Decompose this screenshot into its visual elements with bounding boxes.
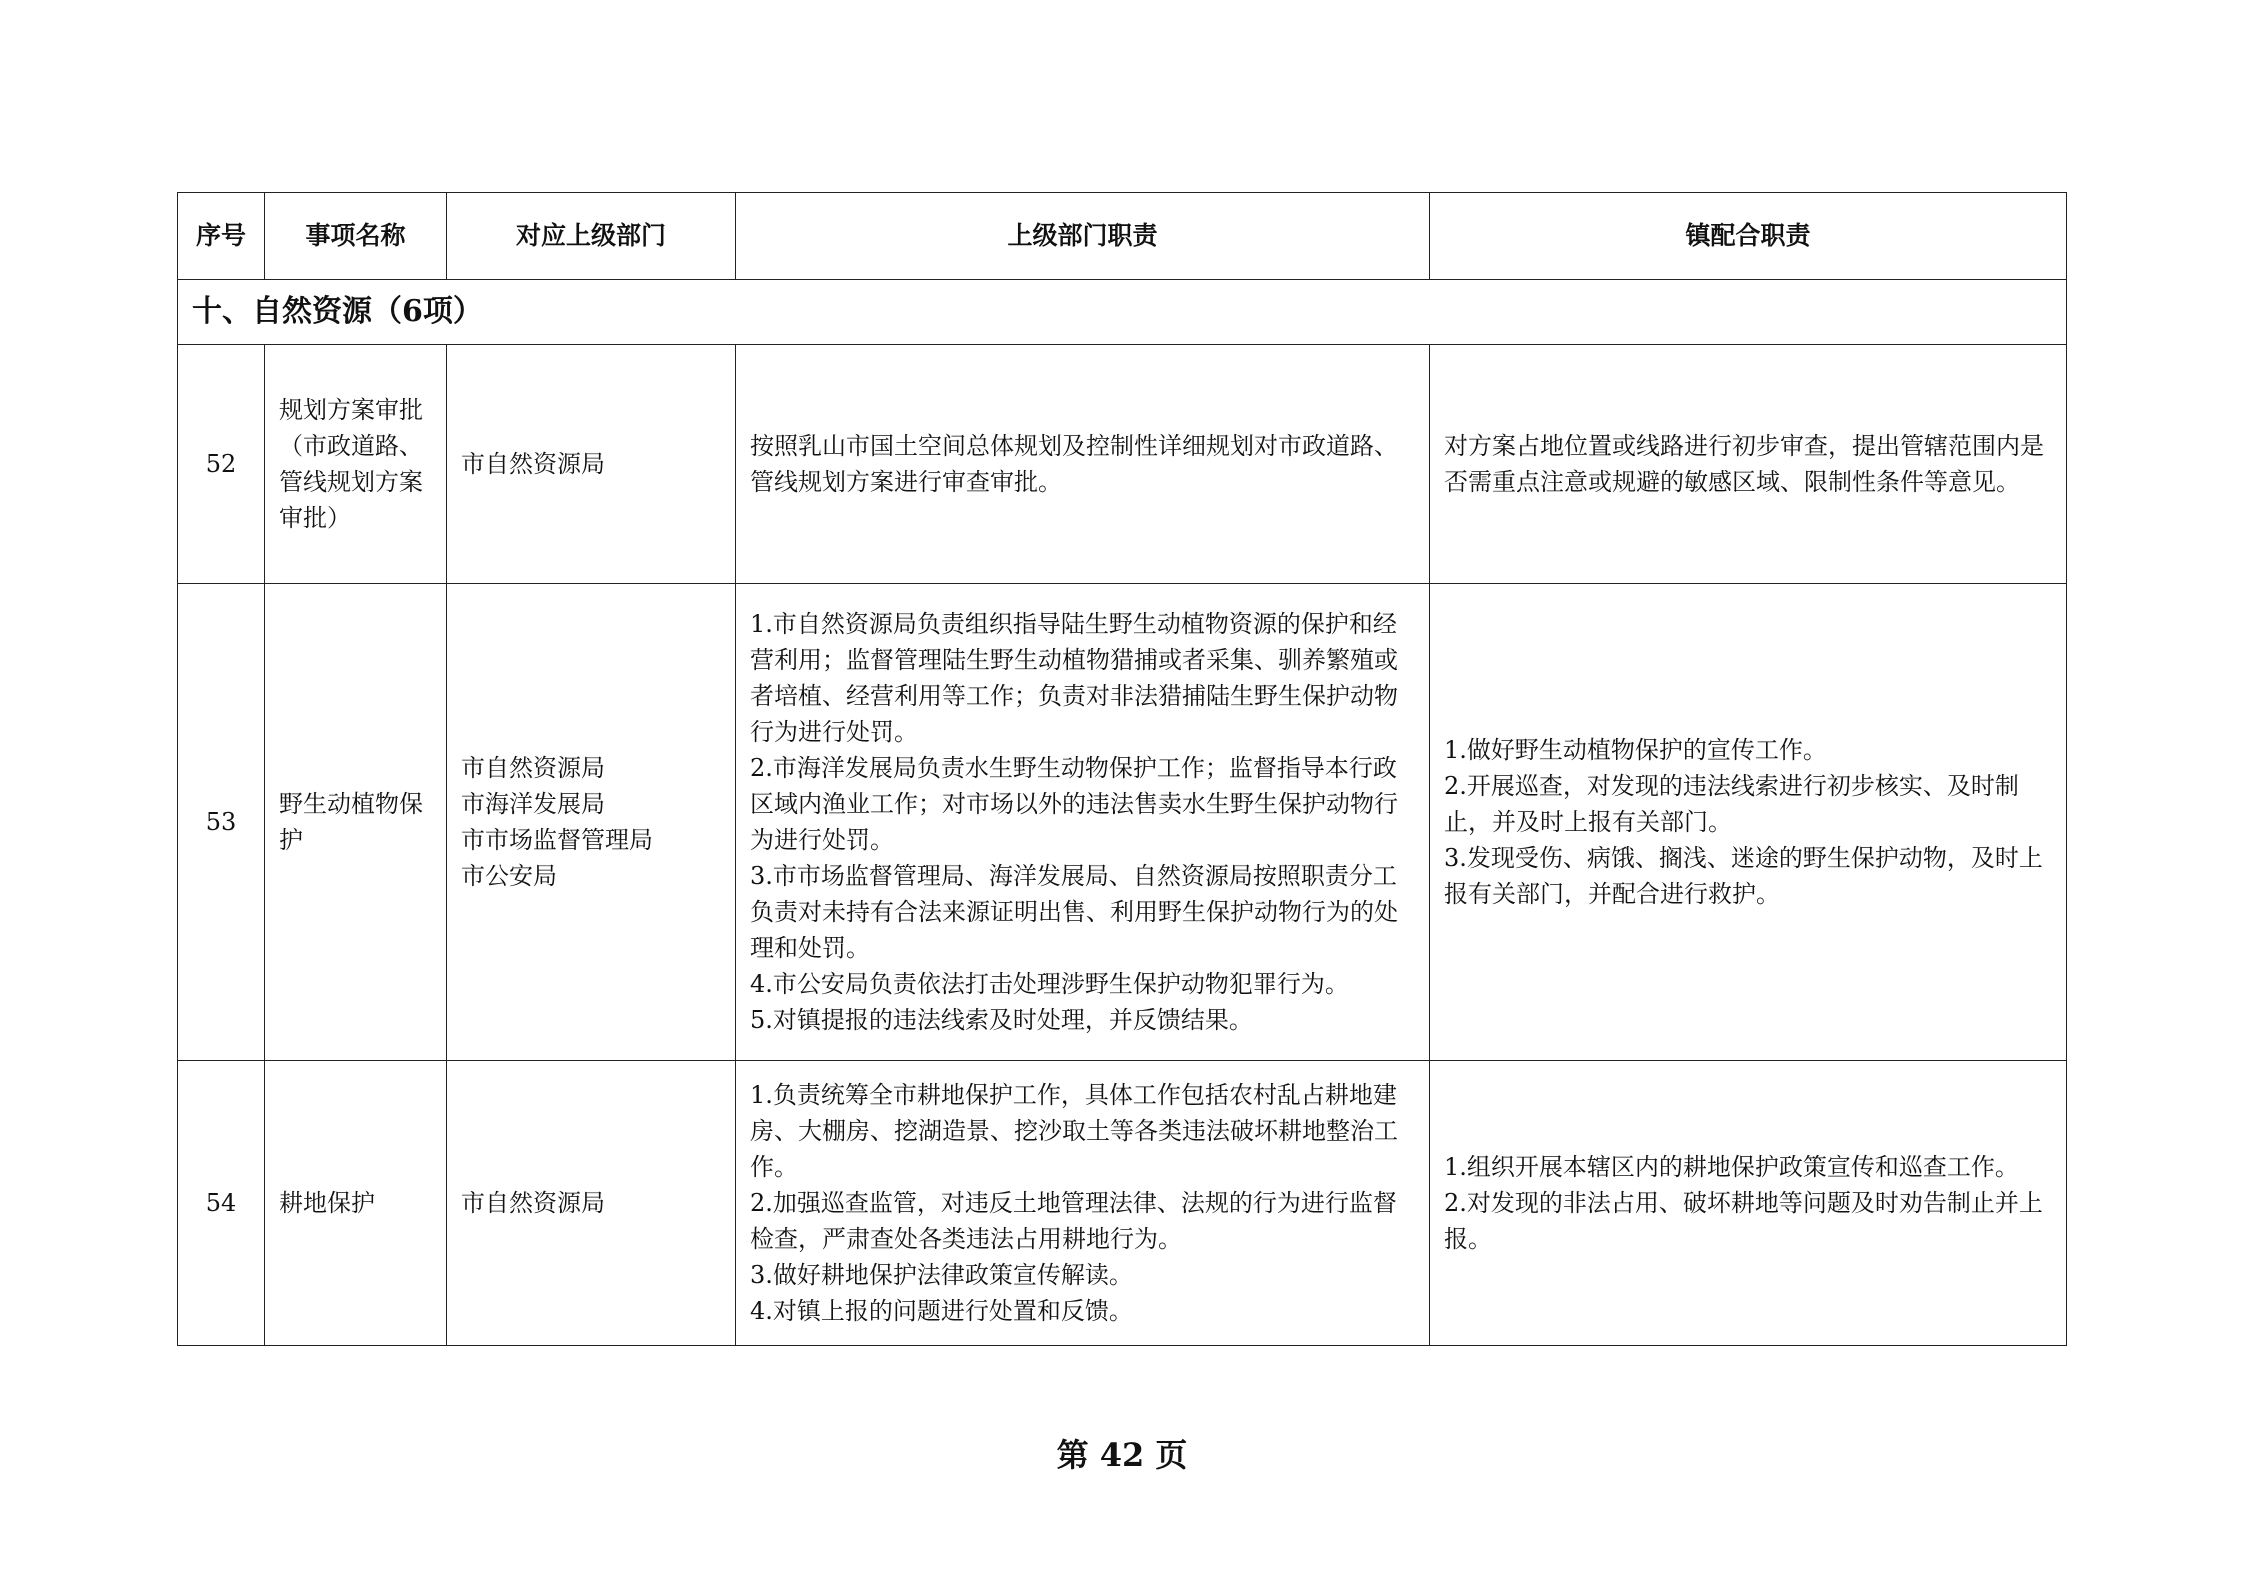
- row-town-duties: [1430, 584, 2067, 1061]
- duty-line: 1.负责统筹全市耕地保护工作，具体工作包括农村乱占耕地建房、大棚房、挖湖造景、挖沙取土等各类违法破坏耕地整治工作。: [750, 1081, 1398, 1181]
- department-line: 市自然资源局: [461, 754, 605, 782]
- town-duty-line: 2.开展巡查，对发现的违法线索进行初步核实、及时制止，并及时上报有关部门。: [1444, 772, 2019, 836]
- duty-line: 按照乳山市国土空间总体规划及控制性详细规划对市政道路、管线规划方案进行审查审批。: [750, 432, 1398, 496]
- town-duty-line: 2.对发现的非法占用、破坏耕地等问题及时劝告制止并上报。: [1444, 1189, 2043, 1253]
- row-duties: [736, 584, 1430, 1061]
- town-duty-line: 3.发现受伤、病饿、搁浅、迷途的野生保护动物，及时上报有关部门，并配合进行救护。: [1444, 844, 2043, 908]
- duty-line: 5.对镇提报的违法线索及时处理，并反馈结果。: [750, 1006, 1253, 1034]
- duty-line: 2.加强巡查监管，对违反土地管理法律、法规的行为进行监督检查，严肃查处各类违法占用耕地行为。: [750, 1189, 1397, 1253]
- department-line: 市自然资源局: [461, 1189, 605, 1217]
- row-no: 54: [178, 1061, 265, 1346]
- section-row: [178, 280, 2067, 345]
- duty-line: 4.对镇上报的问题进行处置和反馈。: [750, 1297, 1133, 1325]
- duty-line: 1.市自然资源局负责组织指导陆生野生动植物资源的保护和经营利用；监督管理陆生野生动植物猎捕或者采集、驯养繁殖或者培植、经营利用等工作；负责对非法猎捕陆生野生保护动物行为进行处罚。: [750, 610, 1398, 746]
- row-item-name: 耕地保护: [265, 1061, 447, 1346]
- town-duty-line: 1.组织开展本辖区内的耕地保护政策宣传和巡查工作。: [1444, 1153, 2019, 1181]
- table-row: [178, 584, 2067, 1061]
- row-duties: [736, 1061, 1430, 1346]
- responsibility-table: [177, 192, 2067, 1346]
- department-line: 市公安局: [461, 862, 557, 890]
- header-no: 序号: [178, 193, 265, 280]
- table-row: [178, 1061, 2067, 1346]
- table-row: [178, 345, 2067, 584]
- row-town-duties: [1430, 345, 2067, 584]
- row-departments: [447, 1061, 736, 1346]
- table-header-row: [178, 193, 2067, 280]
- row-item-name: 规划方案审批（市政道路、管线规划方案审批）: [265, 345, 447, 584]
- header-item-name: 事项名称: [265, 193, 447, 280]
- duty-line: 2.市海洋发展局负责水生野生动物保护工作；监督指导本行政区域内渔业工作；对市场以外的违法售卖水生野生保护动物行为进行处罚。: [750, 754, 1398, 854]
- header-department: 对应上级部门: [447, 193, 736, 280]
- row-departments: [447, 345, 736, 584]
- page-number: 第 42 页: [1056, 1436, 1188, 1474]
- town-duty-line: 对方案占地位置或线路进行初步审查，提出管辖范围内是否需重点注意或规避的敏感区域、限制性条件等意见。: [1444, 432, 2044, 496]
- town-duty-line: 1.做好野生动植物保护的宣传工作。: [1444, 736, 1827, 764]
- department-line: 市市场监督管理局: [461, 826, 653, 854]
- duty-line: 4.市公安局负责依法打击处理涉野生保护动物犯罪行为。: [750, 970, 1349, 998]
- section-title: 十、自然资源（6项）: [178, 280, 2067, 345]
- row-item-name: 野生动植物保护: [265, 584, 447, 1061]
- row-town-duties: [1430, 1061, 2067, 1346]
- department-line: 市海洋发展局: [461, 790, 605, 818]
- duty-line: 3.市市场监督管理局、海洋发展局、自然资源局按照职责分工负责对未持有合法来源证明出售、利用野生保护动物行为的处理和处罚。: [750, 862, 1398, 962]
- row-departments: [447, 584, 736, 1061]
- department-line: 市自然资源局: [461, 450, 605, 478]
- duty-line: 3.做好耕地保护法律政策宣传解读。: [750, 1261, 1133, 1289]
- row-duties: [736, 345, 1430, 584]
- row-no: 52: [178, 345, 265, 584]
- header-town-duties: 镇配合职责: [1430, 193, 2067, 280]
- row-no: 53: [178, 584, 265, 1061]
- header-duties: 上级部门职责: [736, 193, 1430, 280]
